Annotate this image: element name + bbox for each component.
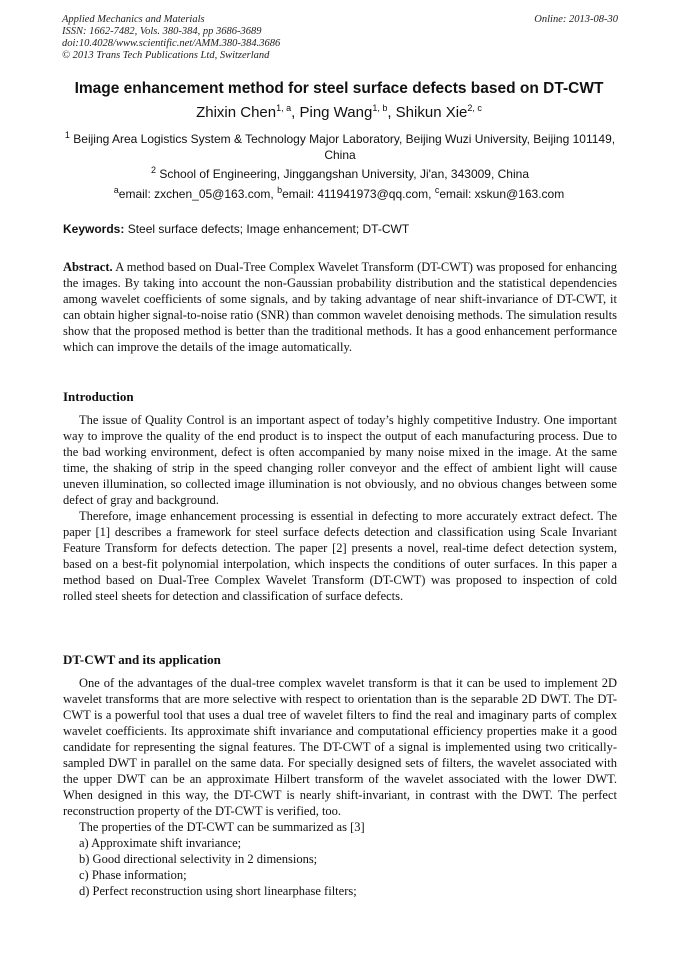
properties-intro: The properties of the DT-CWT can be summarized as [3] [79, 820, 365, 834]
journal-header [62, 14, 618, 62]
section-heading-dtcwt: DT-CWT and its application [63, 652, 221, 667]
list-item: d) Perfect reconstruction using short linearphase filters; [79, 884, 357, 898]
keywords-label: Keywords: [63, 222, 125, 236]
author-name: Shikun Xie [395, 104, 468, 121]
author-name: Ping Wang [299, 104, 373, 121]
email-text: email: zxchen_05@163.com, [118, 187, 274, 201]
email-line [30, 187, 648, 201]
introduction-body [63, 412, 617, 604]
email-superscript: a [113, 185, 119, 195]
affiliation-text: School of Engineering, Jinggangshan University, Ji'an, 343009, China [159, 167, 529, 181]
author-superscript: 1, a [276, 103, 292, 113]
author-superscript: 1, b [372, 103, 388, 113]
online-date: Online: 2013-08-30 [534, 14, 618, 25]
affiliation-superscript: 1 [64, 130, 70, 140]
keywords-text: Steel surface defects; Image enhancement; DT-CWT [127, 222, 410, 236]
journal-name: Applied Mechanics and Materials [62, 14, 205, 25]
author-list: Zhixin Chen$^{1, a}$, Ping Wang$^{1, b}$, Shikun Xie$^{2, c}$ [196, 103, 482, 121]
affiliation-text: Beijing Area Logistics System & Technology Major Laboratory, Beijing Wuzi University, Beijing 101149, China [73, 132, 616, 162]
paragraph: Therefore, image enhancement processing is essential in defecting to more accurately extract defect. The paper [1] describes a framework for steel surface defects detection and classification using Scale Invariant Feature Transform for defects detection. The paper [2] presents a novel, real-time defect detection system, based on a best-fit polynomial interpolation, which inspects the conditions of outer surfaces. In this paper a method based on Dual-Tree Complex Wavelet Transform (DT-CWT) was proposed to inspection of cold rolled steel sheets for detection and classification of surface defects. [63, 509, 617, 603]
doi-line: doi:10.4028/www.scientific.net/AMM.380-384.3686 [62, 38, 281, 49]
list-item: a) Approximate shift invariance; [79, 836, 242, 850]
paper-title: Image enhancement method for steel surface defects based on DT-CWT [74, 80, 604, 97]
email-superscript: c [434, 185, 440, 195]
issn-line: ISSN: 1662-7482, Vols. 380-384, pp 3686-3689 [62, 26, 262, 37]
dtcwt-body [63, 675, 617, 899]
copyright-line: © 2013 Trans Tech Publications Ltd, Switzerland [62, 50, 270, 61]
email-text: email: 411941973@qq.com, [282, 187, 432, 201]
affiliation [62, 166, 618, 182]
author-superscript: 2, c [467, 103, 482, 113]
email-superscript: b [277, 185, 283, 195]
paragraph: The issue of Quality Control is an important aspect of today’s highly competitive Industry. One important way to improve the quality of the end product is to inspect the output of each manufacturing process. Due to the bad working environment, defect is often accompanied by many noise mixed in the image. At the same time, the shaking of strip in the speed changing roller conveyor and the effect of ambient light will cause uneven illumination, so collected image illumination is not obviously, and no obvious changes between some defect of gray and background. [63, 413, 617, 507]
abstract-label: Abstract. [63, 260, 113, 274]
paragraph: One of the advantages of the dual-tree complex wavelet transform is that it can be used to implement 2D wavelet transforms that are more selective with respect to orientation than is the separable 2D DWT. The DT-CWT is a powerful tool that uses a dual tree of wavelet filters to find the real and imaginary parts of complex wavelet coefficients. Its approximate shift invariance and computational efficiency properties make it a good candidate for representing the signal features. The DT-CWT of a signal is implemented using two critically-sampled DWT in parallel on the same data. For specially designed sets of filters, the wavelet associated with the upper DWT can be an approximate Hilbert transform of the wavelet associated with the lower DWT. When designed in this way, the DT-CWT is nearly shift-invariant, in contrast with the DWT. The perfect reconstruction property of the DT-CWT is verified, too. [63, 676, 617, 818]
section-heading-introduction: Introduction [63, 389, 134, 404]
abstract-text: A method based on Dual-Tree Complex Wavelet Transform (DT-CWT) was proposed for enhancing the images. By taking into account the non-Gaussian probability distribution and the statistical dependencies among wavelet coefficients of some signals, and by taking advantage of near shift-invariance of DT-CWT, it can obtain higher signal-to-noise ratio (SNR) than common wavelet denoising methods. The simulation results show that the proposed method is better than the traditional methods. It has a good enhancement performance which can improve the details of the image automatically. [63, 260, 617, 354]
keywords [63, 222, 619, 236]
abstract [63, 259, 617, 355]
affiliation [62, 131, 618, 163]
email-text: email: xskun@163.com [439, 187, 565, 201]
list-item: c) Phase information; [79, 868, 187, 882]
affiliation-superscript: 2 [151, 165, 157, 175]
author-name: Zhixin Chen [196, 104, 277, 121]
list-item: b) Good directional selectivity in 2 dimensions; [79, 852, 318, 866]
